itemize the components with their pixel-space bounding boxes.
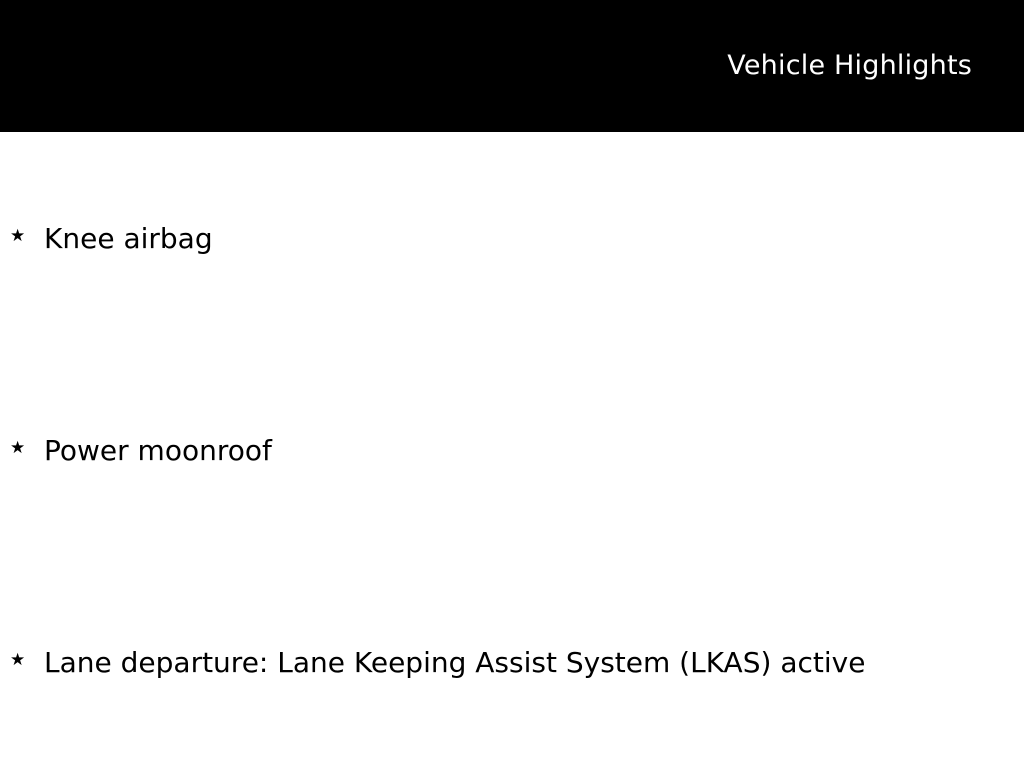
slide-title: Vehicle Highlights (727, 50, 972, 81)
list-item-text: Knee airbag (44, 222, 213, 255)
list-item-text: Lane departure: Lane Keeping Assist System (LKAS) active (44, 646, 866, 679)
star-icon: ★ (10, 438, 26, 458)
list-item-text: Power moonroof (44, 434, 272, 467)
star-icon: ★ (10, 650, 26, 670)
header-bar (0, 0, 1024, 132)
list-item (10, 431, 272, 471)
star-icon: ★ (10, 226, 26, 246)
list-item (10, 643, 865, 683)
list-item (10, 219, 213, 259)
